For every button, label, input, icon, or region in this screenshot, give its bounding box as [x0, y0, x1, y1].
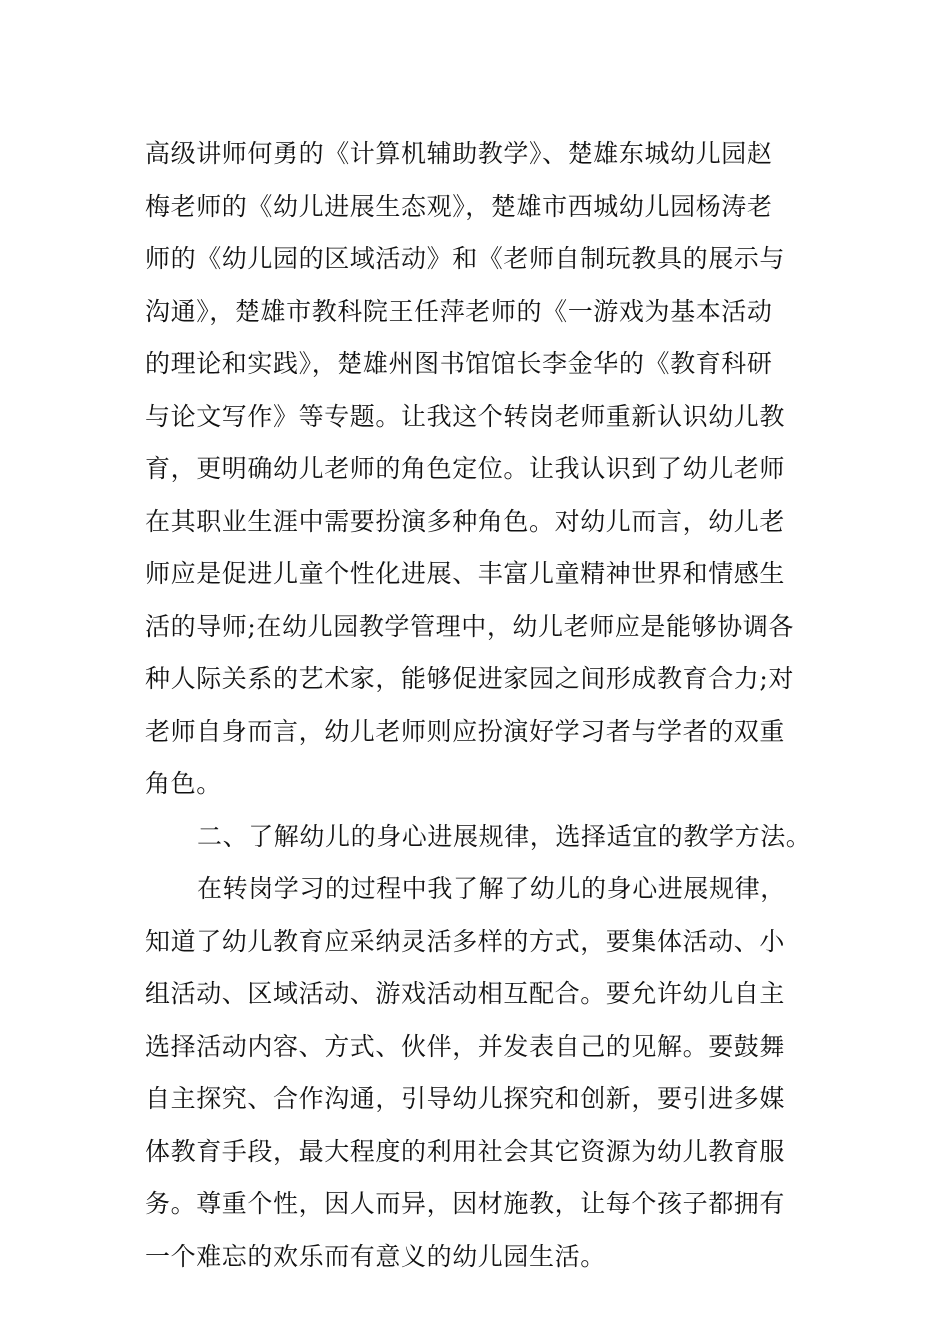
text-line: 师应是促进儿童个性化进展、丰富儿童精神世界和情感生 [145, 559, 786, 588]
text-line: 种人际关系的艺术家，能够促进家园之间形成教育合力;对 [145, 664, 795, 693]
text-line: 组活动、区域活动、游戏活动相互配合。要允许幼儿自主 [145, 979, 786, 1008]
text-line: 育，更明确幼儿老师的角色定位。让我认识到了幼儿老师 [145, 454, 786, 483]
text-line: 活的导师;在幼儿园教学管理中，幼儿老师应是能够协调各 [145, 611, 795, 641]
body-text [145, 128, 810, 1283]
text-line: 务。尊重个性，因人而异，因材施教，让每个孩子都拥有 [145, 1189, 786, 1218]
text-line: 的理论和实践》，楚雄州图书馆馆长李金华的《教育科研 [145, 349, 773, 378]
text-line: 在其职业生涯中需要扮演多种角色。对幼儿而言，幼儿老 [145, 506, 786, 536]
text-line: 师的《幼儿园的区域活动》和《老师自制玩教具的展示与 [145, 244, 786, 273]
text-line: 老师自身而言，幼儿老师则应扮演好学习者与学者的双重 [145, 716, 786, 746]
text-line: 角色。 [145, 769, 222, 798]
text-line: 知道了幼儿教育应采纳灵活多样的方式，要集体活动、小 [145, 926, 786, 956]
text-line: 在转岗学习的过程中我了解了幼儿的身心进展规律， [197, 874, 786, 903]
text-line: 体教育手段，最大程度的利用社会其它资源为幼儿教育服 [145, 1136, 786, 1166]
text-line: 梅老师的《幼儿进展生态观》，楚雄市西城幼儿园杨涛老 [145, 191, 773, 221]
text-line: 与论文写作》等专题。让我这个转岗老师重新认识幼儿教 [145, 401, 786, 431]
text-line: 选择活动内容、方式、伙伴，并发表自己的见解。要鼓舞 [145, 1031, 786, 1061]
text-line: 高级讲师何勇的《计算机辅助教学》、楚雄东城幼儿园赵 [145, 139, 773, 168]
text-line: 二、了解幼儿的身心进展规律，选择适宜的教学方法。 [197, 821, 812, 851]
text-line: 一个难忘的欢乐而有意义的幼儿园生活。 [145, 1241, 606, 1271]
text-line: 自主探究、合作沟通，引导幼儿探究和创新，要引进多媒 [145, 1084, 786, 1113]
text-line: 沟通》，楚雄市教科院王任萍老师的《一游戏为基本活动 [145, 296, 773, 326]
